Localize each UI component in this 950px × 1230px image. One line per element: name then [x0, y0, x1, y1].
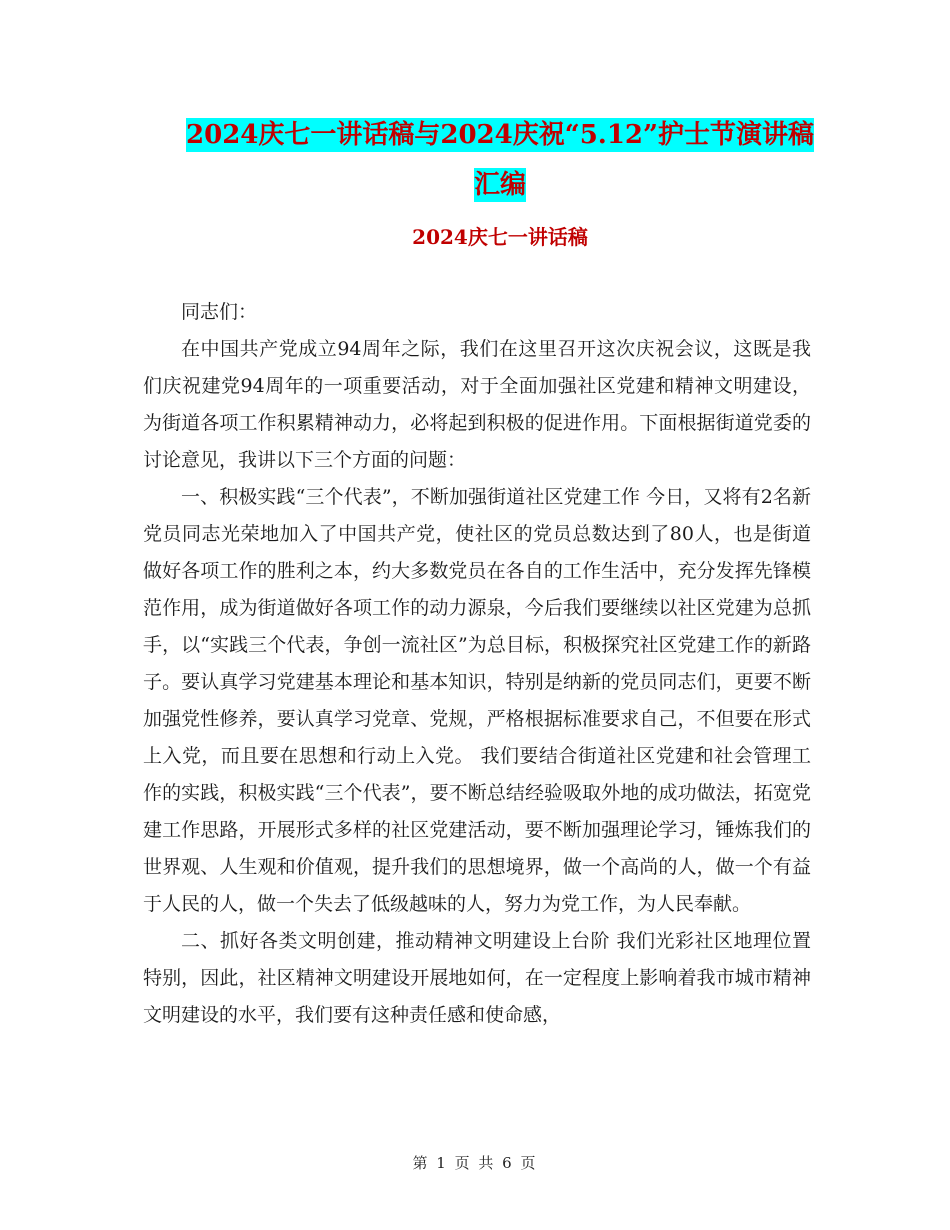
- page-footer: 第 1 页 共 6 页: [412, 1154, 538, 1172]
- salutation: 同志们：: [181, 301, 258, 323]
- section-title: 2024庆七一讲话稿: [412, 225, 588, 249]
- paragraph-intro: 在中国共产党成立94周年之际，我们在这里召开这次庆祝会议，这既是我们庆祝建党94周年的一项重要活动，对于全面加强社区党建和精神文明建设，为街道各项工作积累精神动力，必将起到积极的促进作用。下面根据街道党委的讨论意见，我讲以下三个方面的问题：: [143, 338, 811, 471]
- document-title: [120, 110, 880, 210]
- document-title-line1: 2024庆七一讲话稿与2024庆祝“5.12”护士节演讲稿: [186, 120, 814, 150]
- paragraph-point-two: 二、抓好各类文明创建，推动精神文明建设上台阶 我们光彩社区地理位置特别，因此，社区精神文明建设开展地如何，在一定程度上影响着我市城市精神文明建设的水平，我们要有这种责任感和使命感，: [143, 930, 811, 1026]
- paragraph-point-one: 一、积极实践“三个代表”，不断加强街道社区党建工作 今日，又将有2名新党员同志光荣地加入了中国共产党，使社区的党员总数达到了80人，也是街道做好各项工作的胜利之本，约大多数党员在各自的工作生活中，充分发挥先锋模范作用，成为街道做好各项工作的动力源泉，今后我们要继续以社区党建为总抓手，以“实践三个代表，争创一流社区”为总目标，积极探究社区党建工作的新路子。要认真学习党建基本理论和基本知识，特别是纳新的党员同志们，更要不断加强党性修养，要认真学习党章、党规，严格根据标准要求自己，不但要在形式上入党，而且要在思想和行动上入党。 我们要结合街道社区党建和社会管理工作的实践，积极实践“三个代表”，要不断总结经验吸取外地的成功做法，拓宽党建工作思路，开展形式多样的社区党建活动，要不断加强理论学习，锤炼我们的世界观、人生观和价值观，提升我们的思想境界，做一个高尚的人，做一个有益于人民的人，做一个失去了低级越味的人，努力为党工作，为人民奉献。: [143, 486, 811, 915]
- document-body: [143, 294, 811, 1034]
- document-title-line2: 汇编: [473, 170, 526, 200]
